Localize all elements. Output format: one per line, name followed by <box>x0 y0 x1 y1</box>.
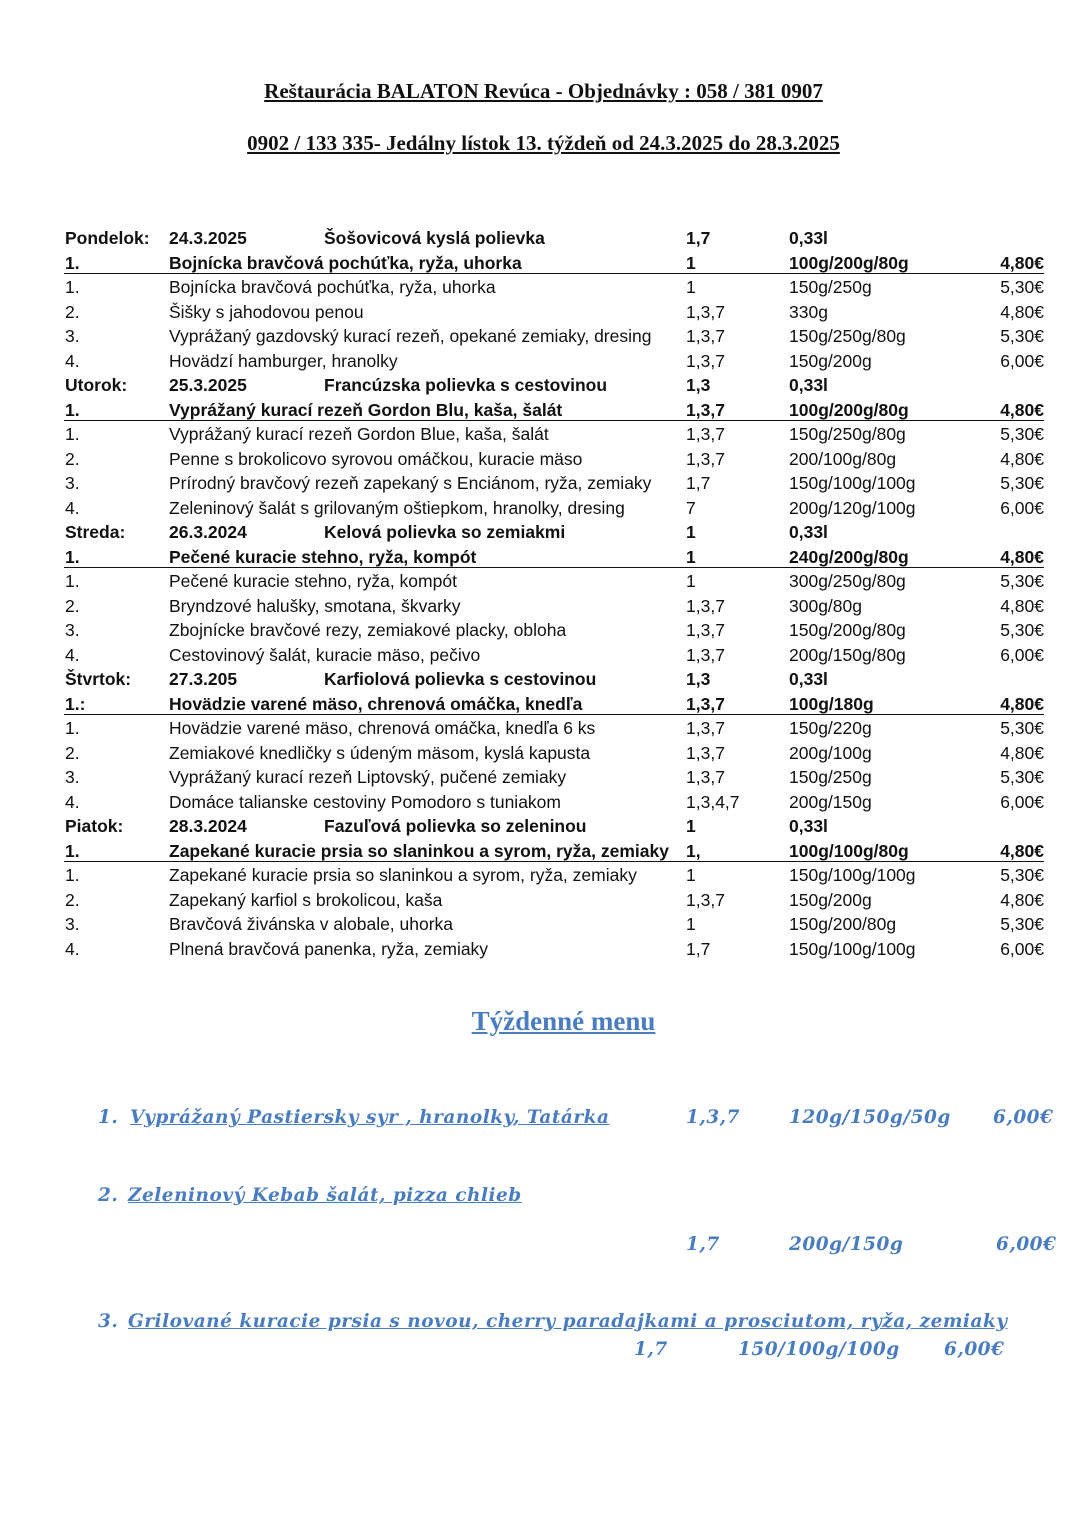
item-weight: 200g/100g <box>789 742 872 763</box>
day-soup-row <box>64 814 1044 839</box>
item-allergens: 1 <box>686 571 696 591</box>
item-weight: 200g/150g/80g <box>789 644 906 665</box>
weekly-menu-title: Týždenné menu <box>471 1006 656 1036</box>
item-number: 1. <box>65 399 80 420</box>
item-price: 4,80€ <box>1000 595 1044 616</box>
item-weight: 330g <box>789 301 828 322</box>
weekly-item-2-name: Zeleninový Kebab šalát, pizza chlieb <box>128 1185 522 1206</box>
item-name: Vyprážaný kurací rezeň Gordon Blu, kaša, šalát <box>169 399 563 420</box>
item-allergens: 1,3,7 <box>686 595 725 616</box>
soup-allergens: 1 <box>686 816 696 836</box>
item-name: Bryndzové halušky, smotana, škvarky <box>169 595 461 616</box>
item-allergens: 1 <box>686 865 696 885</box>
item-price: 4,80€ <box>1000 301 1044 322</box>
item-price: 5,30€ <box>1000 571 1044 591</box>
soup-allergens: 1,7 <box>686 228 711 248</box>
weekly-item-2-num: 2. <box>98 1185 119 1206</box>
item-name: Zapekané kuracie prsia so slaninkou a syrom, ryža, zemiaky <box>169 840 669 861</box>
item-number: 3. <box>65 620 80 640</box>
item-number: 4. <box>65 791 80 812</box>
item-number: 1. <box>65 277 80 297</box>
item-name: Hovädzie varené mäso, chrenová omáčka, knedľa 6 ks <box>169 718 596 738</box>
item-price: 5,30€ <box>1000 424 1044 444</box>
item-price: 4,80€ <box>1000 889 1044 910</box>
item-number: 4. <box>65 497 80 518</box>
soup-name: Francúzska polievka s cestovinou <box>324 375 608 395</box>
item-name: Prírodný bravčový rezeň zapekaný s Enciánom, ryža, zemiaky <box>169 473 652 493</box>
daily-special-row <box>64 839 1044 864</box>
item-weight: 300g/250g/80g <box>789 571 906 591</box>
item-name: Domáce talianske cestoviny Pomodoro s tuniakom <box>169 791 561 812</box>
weekly-item-1-weight: 120g/150g/50g <box>789 1107 951 1128</box>
soup-volume: 0,33l <box>789 522 828 542</box>
weekly-item-3-num: 3. <box>98 1311 119 1332</box>
item-price: 5,30€ <box>1000 865 1044 885</box>
item-allergens: 1,3,7 <box>686 620 725 640</box>
menu-item-row <box>64 569 1044 594</box>
item-name: Vyprážaný kurací rezeň Gordon Blue, kaša, šalát <box>169 424 549 444</box>
header-line-1: Reštaurácia BALATON Revúca - Objednávky : 058 / 381 0907 <box>264 79 823 103</box>
item-name: Hovädzí hamburger, hranolky <box>169 350 398 371</box>
item-allergens: 1,3,7 <box>686 326 725 346</box>
soup-allergens: 1,3 <box>686 669 711 689</box>
day-name: Utorok: <box>65 375 128 395</box>
item-number: 3. <box>65 473 80 493</box>
item-allergens: 7 <box>686 497 696 518</box>
item-allergens: 1,3,7 <box>686 693 725 714</box>
item-weight: 100g/200g/80g <box>789 399 909 420</box>
item-price: 5,30€ <box>1000 473 1044 493</box>
item-allergens: 1,3,4,7 <box>686 791 740 812</box>
item-weight: 150g/200g/80g <box>789 620 906 640</box>
item-price: 6,00€ <box>1000 497 1044 518</box>
item-number: 2. <box>65 742 80 763</box>
weekly-item-1-allergens: 1,3,7 <box>686 1107 740 1128</box>
item-allergens: 1, <box>686 840 701 861</box>
item-number: 2. <box>65 301 80 322</box>
item-allergens: 1 <box>686 252 696 273</box>
daily-special-row <box>64 692 1044 717</box>
item-name: Vyprážaný gazdovský kurací rezeň, opekané zemiaky, dresing <box>169 326 652 346</box>
item-allergens: 1,3,7 <box>686 448 725 469</box>
item-allergens: 1,3,7 <box>686 301 725 322</box>
item-name: Šišky s jahodovou penou <box>169 301 364 322</box>
item-number: 4. <box>65 644 80 665</box>
day-name: Štvrtok: <box>65 669 132 689</box>
item-allergens: 1,7 <box>686 938 711 959</box>
day-date: 28.3.2024 <box>169 816 247 836</box>
soup-name: Fazuľová polievka so zeleninou <box>324 816 587 836</box>
soup-volume: 0,33l <box>789 375 828 395</box>
daily-menu-table <box>64 226 1044 961</box>
item-number: 1. <box>65 252 80 273</box>
soup-name: Karfiolová polievka s cestovinou <box>324 669 597 689</box>
item-weight: 150g/250g <box>789 767 872 787</box>
item-allergens: 1,3,7 <box>686 742 725 763</box>
soup-allergens: 1,3 <box>686 375 711 395</box>
item-price: 6,00€ <box>1000 791 1044 812</box>
menu-item-row <box>64 643 1044 668</box>
soup-name: Kelová polievka so zemiakmi <box>324 522 566 542</box>
item-weight: 150g/100g/100g <box>789 938 916 959</box>
item-name: Vyprážaný kurací rezeň Liptovský, pučené zemiaky <box>169 767 567 787</box>
weekly-item-3-weight: 150/100g/100g <box>738 1339 900 1360</box>
item-weight: 150g/250g/80g <box>789 424 906 444</box>
menu-item-row <box>64 447 1044 472</box>
menu-item-row <box>64 863 1044 888</box>
item-name: Zbojnícke bravčové rezy, zemiakové placky, obloha <box>169 620 567 640</box>
item-weight: 240g/200g/80g <box>789 546 909 567</box>
day-date: 24.3.2025 <box>169 228 247 248</box>
day-soup-row <box>64 667 1044 692</box>
menu-item-row <box>64 349 1044 374</box>
item-number: 3. <box>65 326 80 346</box>
weekly-item-2-weight: 200g/150g <box>789 1234 904 1255</box>
item-allergens: 1 <box>686 277 696 297</box>
item-number: 1. <box>65 424 80 444</box>
item-name: Zeleninový šalát s grilovaným oštiepkom, hranolky, dresing <box>169 497 625 518</box>
soup-volume: 0,33l <box>789 816 828 836</box>
item-price: 4,80€ <box>1000 399 1044 420</box>
item-weight: 150g/200g <box>789 350 872 371</box>
item-weight: 200g/120g/100g <box>789 497 916 518</box>
item-number: 3. <box>65 767 80 787</box>
item-name: Zapekané kuracie prsia so slaninkou a syrom, ryža, zemiaky <box>169 865 637 885</box>
menu-item-row <box>64 471 1044 496</box>
item-price: 4,80€ <box>1000 546 1044 567</box>
menu-item-row <box>64 790 1044 815</box>
item-name: Zapekaný karfiol s brokolicou, kaša <box>169 889 443 910</box>
day-date: 26.3.2024 <box>169 522 247 542</box>
item-price: 4,80€ <box>1000 742 1044 763</box>
weekly-item-2-allergens: 1,7 <box>686 1234 720 1255</box>
item-number: 1. <box>65 840 80 861</box>
item-weight: 150g/250g/80g <box>789 326 906 346</box>
daily-special-row <box>64 545 1044 570</box>
item-allergens: 1,3,7 <box>686 718 725 738</box>
day-date: 25.3.2025 <box>169 375 247 395</box>
menu-item-row <box>64 496 1044 521</box>
menu-item-row <box>64 741 1044 766</box>
menu-item-row <box>64 716 1044 741</box>
item-price: 4,80€ <box>1000 448 1044 469</box>
day-soup-row <box>64 520 1044 545</box>
item-allergens: 1,3,7 <box>686 644 725 665</box>
item-weight: 300g/80g <box>789 595 862 616</box>
item-price: 5,30€ <box>1000 277 1044 297</box>
item-number: 3. <box>65 914 80 934</box>
item-weight: 150g/100g/100g <box>789 473 916 493</box>
item-weight: 150g/200/80g <box>789 914 897 934</box>
soup-name: Šošovicová kyslá polievka <box>324 228 545 248</box>
header-line-2: 0902 / 133 335- Jedálny lístok 13. týždeň od 24.3.2025 do 28.3.2025 <box>247 131 840 155</box>
item-number: 1.: <box>65 693 86 714</box>
day-date: 27.3.205 <box>169 669 238 689</box>
item-price: 4,80€ <box>1000 693 1044 714</box>
soup-allergens: 1 <box>686 522 696 542</box>
menu-item-row <box>64 937 1044 962</box>
item-allergens: 1 <box>686 546 696 567</box>
item-allergens: 1,3,7 <box>686 399 725 420</box>
day-name: Pondelok: <box>65 228 150 248</box>
item-number: 2. <box>65 595 80 616</box>
item-name: Pečené kuracie stehno, ryža, kompót <box>169 546 477 567</box>
item-allergens: 1,7 <box>686 473 711 493</box>
item-number: 1. <box>65 546 80 567</box>
item-weight: 100g/180g <box>789 693 874 714</box>
weekly-item-1-price: 6,00€ <box>993 1107 1054 1128</box>
day-name: Streda: <box>65 522 126 542</box>
menu-item-row <box>64 765 1044 790</box>
item-name: Bojnícka bravčová pochúťka, ryža, uhorka <box>169 277 496 297</box>
item-number: 1. <box>65 865 80 885</box>
menu-item-row <box>64 912 1044 937</box>
weekly-item-1-name: Vyprážaný Pastiersky syr , hranolky, Tatárka <box>130 1107 610 1128</box>
item-name: Penne s brokolicovo syrovou omáčkou, kuracie mäso <box>169 448 583 469</box>
item-price: 6,00€ <box>1000 644 1044 665</box>
daily-special-row <box>64 398 1044 423</box>
weekly-item-3-allergens: 1,7 <box>634 1339 668 1360</box>
item-allergens: 1,3,7 <box>686 767 725 787</box>
item-name: Bojnícka bravčová pochúťka, ryža, uhorka <box>169 252 522 273</box>
item-number: 1. <box>65 571 80 591</box>
item-number: 4. <box>65 938 80 959</box>
day-name: Piatok: <box>65 816 124 836</box>
item-price: 6,00€ <box>1000 938 1044 959</box>
soup-volume: 0,33l <box>789 228 828 248</box>
menu-item-row <box>64 618 1044 643</box>
item-weight: 150g/220g <box>789 718 872 738</box>
item-weight: 150g/250g <box>789 277 872 297</box>
item-price: 5,30€ <box>1000 767 1044 787</box>
menu-item-row <box>64 300 1044 325</box>
day-soup-row <box>64 373 1044 398</box>
item-number: 4. <box>65 350 80 371</box>
menu-item-row <box>64 275 1044 300</box>
item-price: 5,30€ <box>1000 914 1044 934</box>
item-allergens: 1,3,7 <box>686 350 725 371</box>
item-number: 2. <box>65 889 80 910</box>
item-weight: 200/100g/80g <box>789 448 897 469</box>
item-weight: 150g/200g <box>789 889 872 910</box>
menu-item-row <box>64 888 1044 913</box>
item-allergens: 1,3,7 <box>686 424 725 444</box>
item-weight: 200g/150g <box>789 791 872 812</box>
item-price: 5,30€ <box>1000 718 1044 738</box>
item-number: 1. <box>65 718 80 738</box>
item-weight: 150g/100g/100g <box>789 865 916 885</box>
weekly-item-3-price: 6,00€ <box>944 1339 1005 1360</box>
daily-special-row <box>64 251 1044 276</box>
item-price: 4,80€ <box>1000 252 1044 273</box>
item-number: 2. <box>65 448 80 469</box>
item-price: 6,00€ <box>1000 350 1044 371</box>
item-weight: 100g/200g/80g <box>789 252 909 273</box>
item-name: Zemiakové knedličky s údeným mäsom, kyslá kapusta <box>169 742 591 763</box>
soup-volume: 0,33l <box>789 669 828 689</box>
weekly-item-2-price: 6,00€ <box>996 1234 1057 1255</box>
item-name: Plnená bravčová panenka, ryža, zemiaky <box>169 938 489 959</box>
item-weight: 100g/100g/80g <box>789 840 909 861</box>
item-name: Cestovinový šalát, kuracie mäso, pečivo <box>169 644 481 665</box>
day-soup-row <box>64 226 1044 251</box>
menu-item-row <box>64 422 1044 447</box>
item-name: Hovädzie varené mäso, chrenová omáčka, knedľa <box>169 693 583 714</box>
item-price: 4,80€ <box>1000 840 1044 861</box>
item-allergens: 1 <box>686 914 696 934</box>
item-allergens: 1,3,7 <box>686 889 725 910</box>
item-name: Bravčová živánska v alobale, uhorka <box>169 914 454 934</box>
weekly-item-1-num: 1. <box>98 1107 119 1128</box>
item-name: Pečené kuracie stehno, ryža, kompót <box>169 571 457 591</box>
menu-item-row <box>64 324 1044 349</box>
item-price: 5,30€ <box>1000 326 1044 346</box>
menu-item-row <box>64 594 1044 619</box>
item-price: 5,30€ <box>1000 620 1044 640</box>
weekly-item-3-name: Grilované kuracie prsia s novou, cherry paradajkami a prosciutom, ryža, zemiaky <box>128 1311 1008 1332</box>
